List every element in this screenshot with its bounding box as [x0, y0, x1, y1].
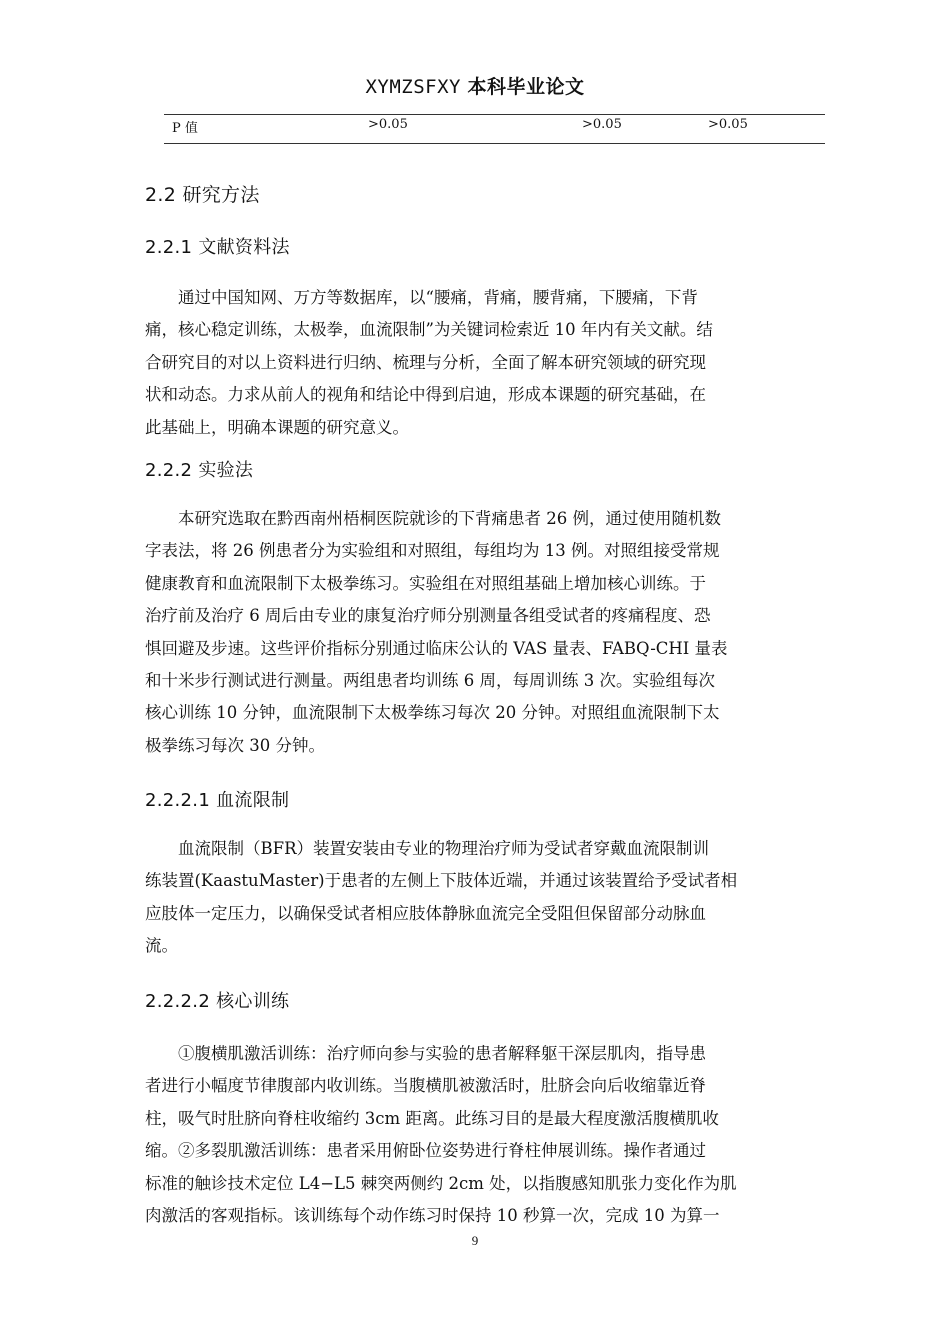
paragraph-core-training [145, 1038, 807, 1232]
paragraph-line: 血流限制（BFR）装置安装由专业的物理治疗师为受试者穿戴血流限制训 [145, 839, 709, 858]
header-latin: XYMZSFXY [365, 76, 461, 98]
paragraph-line: 肉激活的客观指标。该训练每个动作练习时保持 10 秒算一次，完成 10 为算一 [145, 1206, 720, 1226]
paragraph-line: 字表法，将 26 例患者分为实验组和对照组，每组均为 13 例。对照组接受常规 [145, 541, 720, 561]
paragraph-line: 和十米步行测试进行测量。两组患者均训练 6 周，每周训练 3 次。实验组每次 [145, 671, 715, 691]
paragraph-line: 极拳练习每次 30 分钟。 [145, 735, 325, 755]
paragraph-line: 通过中国知网、万方等数据库，以“腰痛，背痛，腰背痛，下腰痛，下背 [145, 288, 698, 307]
table-row-p-value [164, 114, 825, 144]
section-heading-2-2-2: 2.2.2 实验法 [145, 460, 254, 481]
header-title: 本科毕业论文 [467, 76, 585, 98]
paragraph-line: 合研究目的对以上资料进行归纳、梳理与分析，全面了解本研究领域的研究现 [145, 352, 706, 372]
section-heading-2-2: 2.2 研究方法 [145, 184, 260, 206]
paragraph-line: 健康教育和血流限制下太极拳练习。实验组在对照组基础上增加核心训练。于 [145, 573, 706, 593]
table-cell-col2: >0.05 [582, 117, 622, 132]
section-heading-2-2-1: 2.2.1 文献资料法 [145, 237, 290, 258]
section-heading-2-2-2-1: 2.2.2.1 血流限制 [145, 790, 290, 811]
paragraph-line: 核心训练 10 分钟，血流限制下太极拳练习每次 20 分钟。对照组血流限制下太 [145, 703, 720, 723]
paragraph-experiment [145, 503, 807, 762]
page-header [0, 72, 950, 99]
paragraph-line: 惧回避及步速。这些评价指标分别通过临床公认的 VAS 量表、FABQ-CHI 量表 [145, 638, 728, 658]
paragraph-line: 痛，核心稳定训练，太极拳，血流限制”为关键词检索近 10 年内有关文献。结 [145, 320, 713, 340]
paragraph-line: 练装置(KaastuMaster)于患者的左侧上下肢体近端，并通过该装置给予受试者相 [145, 871, 738, 891]
paragraph-line: 本研究选取在黔西南州梧桐医院就诊的下背痛患者 26 例，通过使用随机数 [145, 509, 721, 528]
paragraph-line: 治疗前及治疗 6 周后由专业的康复治疗师分别测量各组受试者的疼痛程度、恐 [145, 606, 711, 626]
page-number: 9 [471, 1233, 479, 1248]
section-heading-2-2-2-2: 2.2.2.2 核心训练 [145, 991, 290, 1012]
paragraph-bfr [145, 833, 807, 963]
paragraph-literature [145, 282, 807, 444]
paragraph-line: 标准的触诊技术定位 L4−L5 棘突两侧约 2cm 处，以指腹感知肌张力变化作为肌 [145, 1173, 737, 1193]
table-cell-col3: >0.05 [708, 117, 748, 132]
paragraph-line: 应肢体一定压力，以确保受试者相应肢体静脉血流完全受阻但保留部分动脉血 [145, 903, 706, 923]
table-cell-label: P 值 [172, 121, 198, 136]
table-cell-col1: >0.05 [368, 117, 408, 132]
paragraph-line: 缩。②多裂肌激活训练：患者采用俯卧位姿势进行脊柱伸展训练。操作者通过 [145, 1141, 706, 1161]
paragraph-line: 者进行小幅度节律腹部内收训练。当腹横肌被激活时，肚脐会向后收缩靠近脊 [145, 1076, 706, 1096]
paragraph-line: 状和动态。力求从前人的视角和结论中得到启迪，形成本课题的研究基础，在 [145, 385, 706, 405]
paragraph-line: 柱，吸气时肚脐向脊柱收缩约 3cm 距离。此练习目的是最大程度激活腹横肌收 [145, 1108, 719, 1128]
paragraph-line: ①腹横肌激活训练：治疗师向参与实验的患者解释躯干深层肌肉，指导患 [145, 1044, 706, 1063]
paragraph-line: 此基础上，明确本课题的研究意义。 [145, 417, 409, 437]
paragraph-line: 流。 [145, 936, 178, 956]
